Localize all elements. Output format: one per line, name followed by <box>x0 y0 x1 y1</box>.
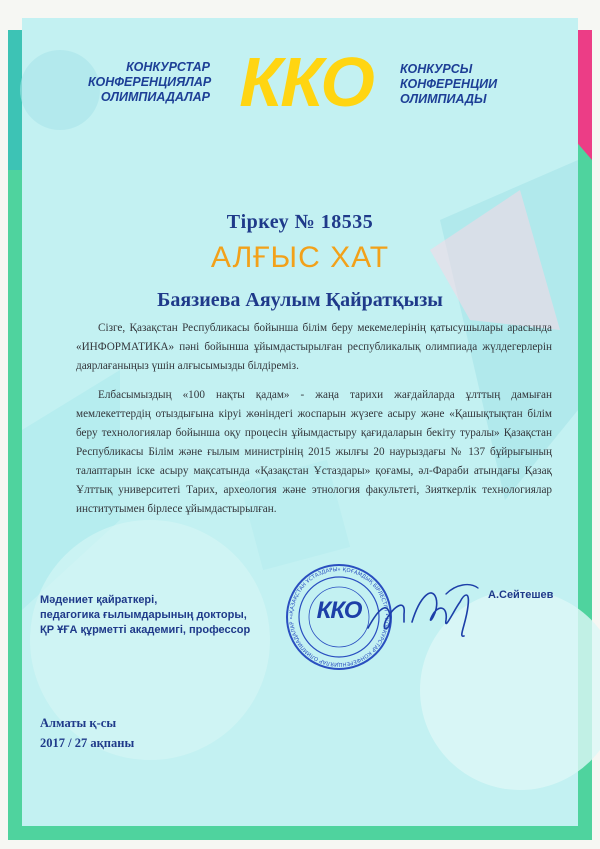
handwritten-signature <box>360 576 490 648</box>
paragraph-1: Сізге, Қазақстан Республикасы бойынша білім беру мекемелерінің қатысушылары арасында «ИНФОРМАТИКА» пәні бойынша ұйымдастырылған республикалық олимпиада жүлдегерлерін даярлағаныңыз үшін алғысымызды білдіреміз. <box>76 322 552 372</box>
header-right-line-3: ОЛИМПИАДЫ <box>400 92 487 106</box>
header-right-text <box>400 62 540 107</box>
header-right-line-1: КОНКУРСЫ <box>400 62 473 76</box>
header-left-line-2: КОНФЕРЕНЦИЯЛАР <box>88 75 212 89</box>
signatory-title-line-1: Мәдениет қайраткері, <box>40 594 158 606</box>
signer-name: А.Сейтешев <box>488 589 554 601</box>
header-left-line-3: ОЛИМПИАДАЛАР <box>100 90 210 104</box>
registration-number: Тіркеу № 18535 <box>226 211 374 233</box>
paragraph-2: Елбасымыздың «100 нақты қадам» - жаңа тарихи жағдайларда ұлттың дамыған мемлекеттердің отыздығына кіруі жөніндегі жоспарын жүзеге асыру және «Қашықтықтан білім беру технологиялар бойынша оқу процесін ұйымдастыру қағидаларын бекіту туралы» Қазақстан Республикасы Білім және ғылым министрінің 2015 жылғы 20 наурыздағы № 137 бұйрығының талаптарын іске асыру мақсатында «Қазақстан Ұстаздары» қоғамы, әл-Фараби атындағы Қазақ Ұлттық университеті Тарих, археология және этнология факультеті, Зияткерлік технологиялар институтымен бірлесе ұйымдастырылған. <box>76 389 552 515</box>
signatory-title-line-3: ҚР ҰҒА құрметті академигі, профессор <box>40 624 251 636</box>
header-right-line-2: КОНФЕРЕНЦИИ <box>400 77 498 91</box>
kko-logo: ККО <box>239 43 373 121</box>
stamp-logo: ККО <box>316 597 362 624</box>
recipient-name: Баязиева Аяулым Қайратқызы <box>157 289 443 311</box>
header-left-text <box>88 60 210 105</box>
issue-date: 2017 / 27 ақпаны <box>40 736 135 750</box>
city: Алматы қ-сы <box>40 716 117 730</box>
signatory-title-line-2: педагогика ғылымдарының докторы, <box>40 609 247 621</box>
document-title: АЛҒЫС ХАТ <box>210 241 390 274</box>
stamp-ring-text: «ҚАЗАҚСТАН ҰСТАЗДАРЫ» ҚОҒАМДЫҚ БІРЛЕСТІГІ • КОНКУРСТАР КОНФЕРЕНЦИЯЛАР ОЛИМПИАДАЛАР • <box>288 566 390 668</box>
header-left-line-1: КОНКУРСТАР <box>126 60 210 74</box>
signatory-titles <box>40 593 290 638</box>
place-and-date <box>40 713 240 753</box>
